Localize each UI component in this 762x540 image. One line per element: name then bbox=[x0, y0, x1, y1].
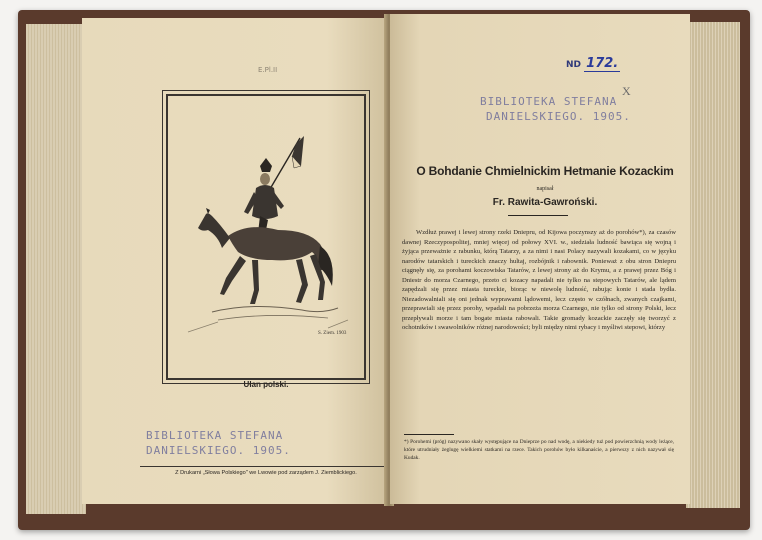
inventory-stamp bbox=[566, 56, 620, 71]
library-stamp-right bbox=[480, 94, 631, 124]
illustration-caption: Ułan polski. bbox=[243, 380, 289, 389]
inventory-prefix: ND bbox=[566, 60, 582, 70]
footnote-rule bbox=[404, 434, 454, 435]
stamp-line: DANIELSKIEGO. 1905. bbox=[486, 110, 631, 123]
title-divider bbox=[508, 215, 568, 216]
uhlan-illustration bbox=[168, 96, 364, 378]
body-paragraph: Wzdłuż prawej i lewej strony rzeki Dniepru, od Kijowa poczynszy aż do porohów*), za czasów dawnej Rzeczypospolitej, mniej więcej od połowy XVI. w., siedziała ludność bawiąca się wojną i żyjąca przeważnie z rabunku, którą Tatarzy, a za nimi i nasi Polacy nazywali kozakami, co w języku narodów tatarskich i tureckich znaczy hultaj, rozbójnik i rabownik. Ponieważ z obu stron Dniepru ciągnęły się, za porohami koczowiska Tatarów, z lewej strony aż do Krymu, a z prawej przez Bóg i Dniestr do morza Czarnego, przeto ci kozacy napadali nie tylko na stepowych Tatarów, ale lądem zapędzali się przez miasta tureckie, biorąc w niewolę ludność, rabując konie i stada bydła. Niezadowalniali się oni jednak wyprawami lądowemi, lecz często w czółnach, zwanych czajkami, przeprawiali się przez porohy, wpadali na pobrzeża morza Czarnego, nie tylko od strony Polski, lecz przepływali morze i tam bogate miasta rabowali. Takie gromady kozackie zaczęły się tworzyć z ochotników i swawolników różnej narodowości; byli między nimi rybacy i myśliwi stepowi, którzy bbox=[402, 229, 676, 331]
inventory-number: 172. bbox=[586, 56, 619, 71]
stamp-line: BIBLIOTEKA STEFANA bbox=[146, 429, 284, 442]
right-page bbox=[390, 14, 690, 504]
library-stamp-left bbox=[146, 428, 291, 458]
page-edges-right bbox=[686, 22, 740, 508]
footnote: *) Porohemi (próg) nazywano skały występujące na Dnieprze po nad wodę, a niekiedy tuż pod powierzchnią wody leżące, które utrudniały żeglugę wielkiemi statkami na rzece. Takich porohów było kilkanaście, a pierwszy z nich nazywał się Kudak. bbox=[404, 439, 674, 461]
pencil-mark: E.Pl.II bbox=[258, 66, 278, 74]
illustration-frame bbox=[166, 94, 366, 380]
pencil-x-mark: X bbox=[622, 84, 631, 98]
printer-footer: Z Drukarni „Słowa Polskiego" we Lwowie pod zarządem J. Ziemblickiego. bbox=[175, 470, 357, 476]
byline-label: napisał bbox=[536, 186, 554, 192]
left-page bbox=[82, 18, 388, 504]
footer-rule bbox=[140, 466, 388, 467]
stamp-line: DANIELSKIEGO. 1905. bbox=[146, 444, 291, 457]
article-title: O Bohdanie Chmielnickim Hetmanie Kozackim bbox=[416, 164, 674, 178]
author-name: Fr. Rawita-Gawroński. bbox=[492, 197, 598, 208]
page-edges-left bbox=[26, 24, 86, 514]
stamp-line: BIBLIOTEKA STEFANA bbox=[480, 95, 618, 108]
artist-signature: S. Ziem. 1903 bbox=[318, 331, 347, 336]
